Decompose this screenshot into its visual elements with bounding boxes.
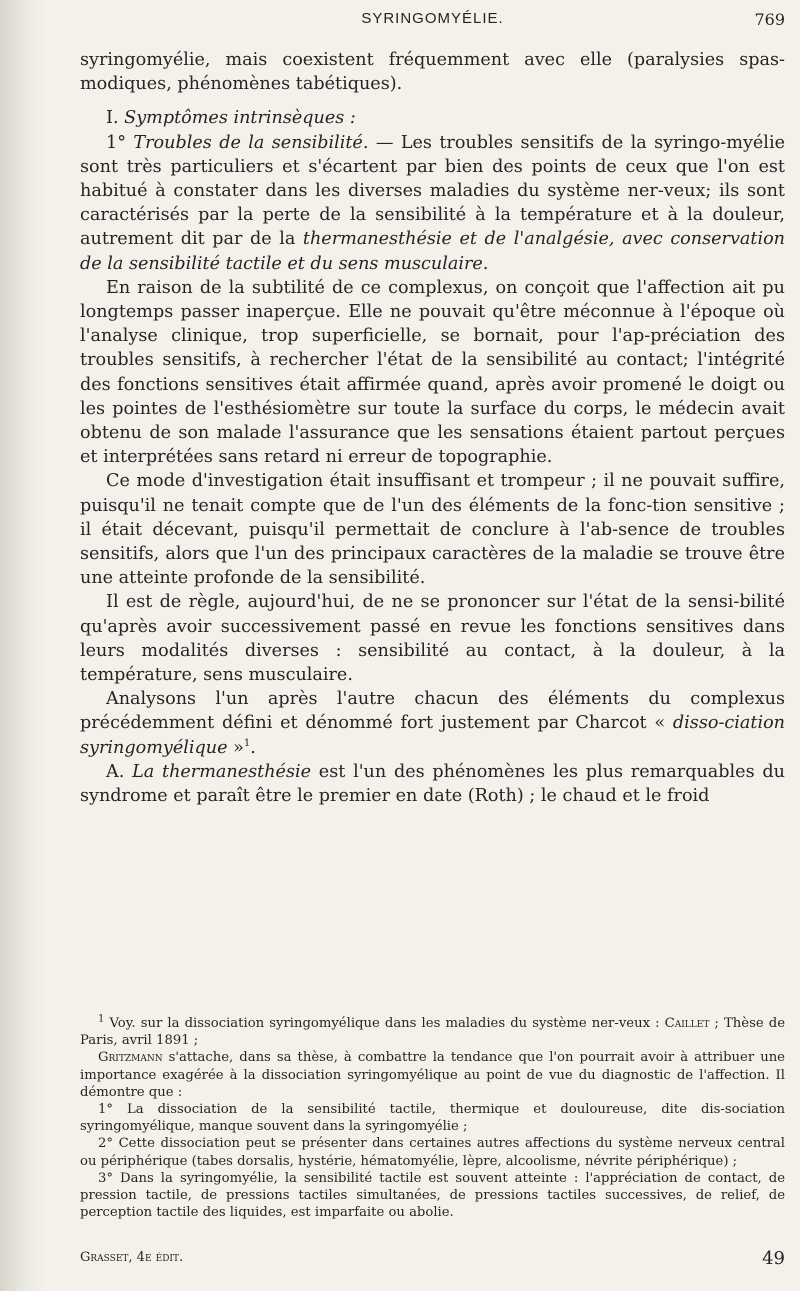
paragraph-text: .	[250, 737, 256, 758]
paragraph-text: est l'un des phénomènes les plus remarquables du syndrome et paraît être le premier en date (Roth) ; le chaud et le froid	[80, 761, 785, 807]
main-text	[80, 48, 785, 808]
author-name: Gritzmann	[98, 1050, 163, 1066]
paragraph-text: — Les troubles sensitifs de la syringo-myélie sont très particuliers et s'écartent par bien des points de ceux que l'on est habitué à constater dans les diverses maladies du système ner-veux; ils sont caractérisés par la perte de la sensibilité à la température et à la douleur, autrement dit par de la	[80, 132, 785, 250]
paragraph-emphasis: disso-ciation syringomyélique	[80, 713, 785, 758]
paragraph-investigation: Ce mode d'investigation était insuffisant et trompeur ; il ne pouvait suffire, puisqu'il ne tenait compte que de l'un des éléments de la fonc-tion sensitive ; il était décevant, puisqu'il permettait de conclure à l'ab-sence de troubles sensitifs, alors que l'un des principaux caractères de la maladie se trouve être une atteinte profonde de la sensibilité.	[80, 471, 785, 589]
page-number: 769	[754, 10, 785, 29]
paragraph-sensibility	[80, 131, 785, 276]
paragraph-rule: Il est de règle, aujourd'hui, de ne se prononcer sur l'état de la sensi-bilité qu'après avoir successivement passé en revue les fonctions sensitives dans leurs modalités diverses : sensibilité au contact, à la douleur, à la température, sens musculaire.	[80, 592, 785, 686]
footnote-1	[80, 1015, 785, 1049]
footnote-item-1: 1° La dissociation de la sensibilité tactile, thermique et douloureuse, dite dis-sociation syringomyélique, manque souvent dans la syringomyélie ;	[80, 1102, 785, 1135]
paragraph-text: »	[227, 737, 244, 758]
footnote-reference[interactable]: 1	[243, 737, 251, 749]
footnotes	[80, 1015, 785, 1221]
paragraph-continuation: syringomyélie, mais coexistent fréquemment avec elle (paralysies spas-modiques, phénomènes tabétiques).	[80, 50, 785, 95]
footnote-2	[80, 1049, 785, 1101]
footnote-text: ; Thèse de Paris, avril 1891 ;	[80, 1016, 785, 1049]
footnote-item-3: 3° Dans la syringomyélie, la sensibilité tactile est souvent atteinte : l'appréciation de contact, de pression tactile, de pressions tactiles simultanées, de pressions tactiles successives, de relief, de perception tactile des liquides, est imparfaite ou abolie.	[80, 1170, 785, 1221]
paragraph-analysis	[80, 687, 785, 760]
running-title: SYRINGOMYÉLIE.	[361, 10, 504, 27]
paragraph-emphasis: thermanesthésie et de l'analgésie, avec conservation de la sensibilité tactile et du sens musculaire.	[80, 229, 785, 274]
footnote-text: s'attache, dans sa thèse, à combattre la tendance que l'on pourrait avoir à attribuer une importance exagérée à la dissociation syringomyélique au point de vue du diagnostic de l'affection. Il démontre que :	[80, 1050, 785, 1100]
signature-number: 49	[762, 1248, 785, 1269]
binding-shadow	[0, 0, 46, 1291]
section-label: I.	[106, 108, 119, 129]
paragraph-text: Analysons l'un après l'autre chacun des éléments du complexus précédemment défini et dénommé fort justement par Charcot «	[80, 689, 785, 734]
page-footer	[80, 1250, 785, 1280]
author-name: Caillet	[664, 1016, 710, 1031]
paragraph-emphasis: La thermanesthésie	[132, 761, 312, 782]
page-header	[80, 8, 785, 36]
publisher-note: Grasset, 4e édit.	[80, 1250, 184, 1265]
footnote-text: Voy. sur la dissociation syringomyélique dans les maladies du système ner-veux :	[104, 1016, 665, 1031]
footnote-item-2: 2° Cette dissociation peut se présenter dans certaines autres affections du système nerveux central ou périphérique (tabes dorsalis, hystérie, hématomyélie, lèpre, alcoolisme, névrite périphérique) ;	[80, 1136, 785, 1169]
section-title: Symptômes intrinsèques :	[124, 108, 356, 129]
footnote-mark: 1	[98, 1013, 105, 1025]
subsection-label: 1°	[106, 132, 134, 153]
subsection-title: Troubles de la sensibilité.	[133, 132, 369, 153]
paragraph-thermanesthesia	[80, 760, 785, 808]
section-heading	[80, 106, 785, 130]
subsection-label: A.	[106, 761, 133, 782]
paragraph-history: En raison de la subtilité de ce complexus, on conçoit que l'affection ait pu longtemps passer inaperçue. Elle ne pouvait qu'être méconnue à l'époque où l'analyse clinique, trop superficielle, se bornait, pour l'ap-préciation des troubles sensitifs, à rechercher l'état de la sensibilité au contact; l'intégrité des fonctions sensitives était affirmée quand, après avoir promené le doigt ou les pointes de l'esthésiomètre sur toute la surface du corps, le médecin avait obtenu de son malade l'assurance que les sensations étaient partout perçues et interprétées sans retard ni erreur de topographie.	[80, 277, 785, 468]
